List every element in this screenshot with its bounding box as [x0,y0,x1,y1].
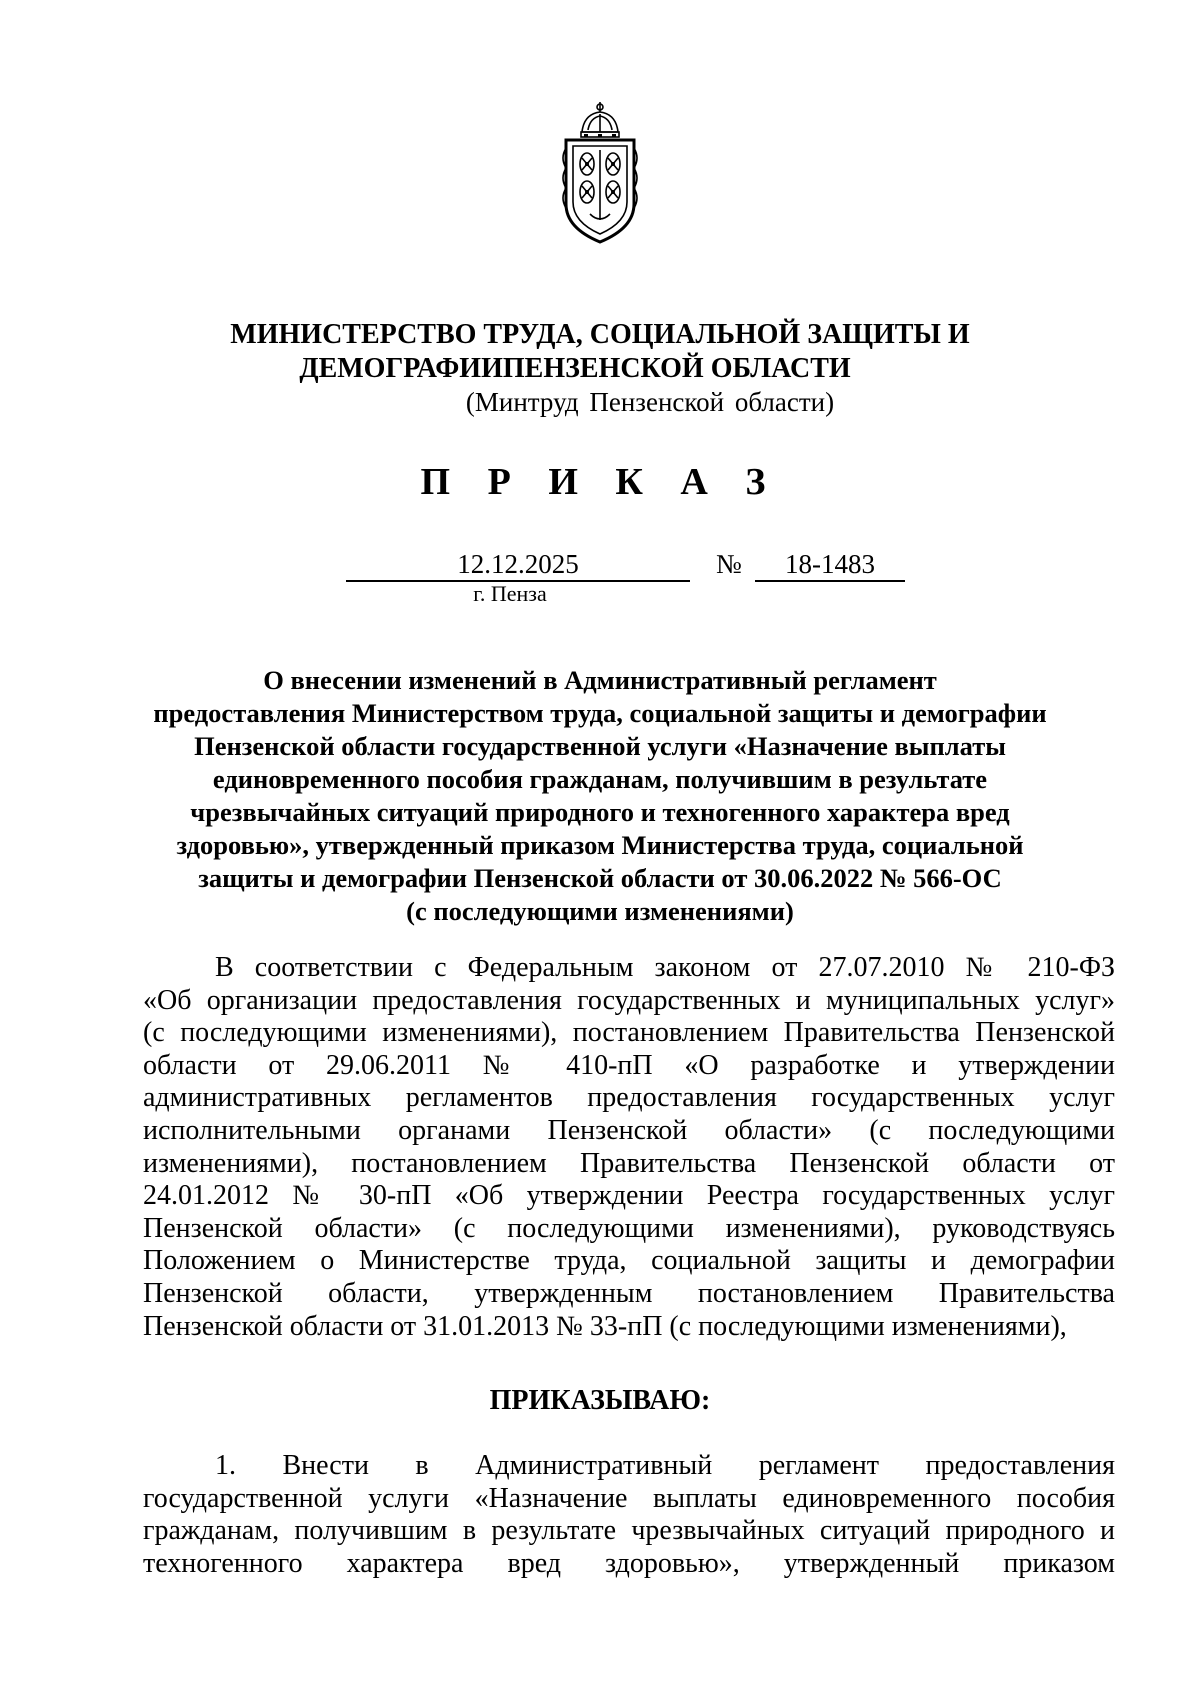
subject-line: Пензенской области государственной услуги «Назначение выплаты [194,731,1006,761]
preamble-line: области от 29.06.2011 № 410-пП «О разработке и утверждении [143,1049,1115,1081]
preamble-line: Положением о Министерстве труда, социальной защиты и демографии [143,1245,1115,1277]
document-type-title: П Р И К А З [420,461,780,503]
number-underline [755,580,905,582]
preamble-line: исполнительными органами Пензенской области» (с последующими [143,1114,1115,1146]
preamble-line: административных регламентов предоставления государственных услуг [143,1082,1115,1114]
order-date: 12.12.2025 [457,549,579,579]
subject-line: предоставления Министерством труда, социальной защиты и демографии [153,698,1047,728]
item-line: 1. Внести в Административный регламент предоставления [215,1450,1115,1481]
subject-line: защиты и демографии Пензенской области от 30.06.2022 № 566-ОС [198,863,1002,893]
preamble-line: 24.01.2012 № 30-пП «Об утверждении Реестра государственных услуг [143,1180,1115,1212]
subject-line: О внесении изменений в Административный регламент [263,665,937,695]
order-item-1 [143,1450,1115,1580]
subject-line: (с последующими изменениями) [406,896,794,926]
subject-line: чрезвычайных ситуаций природного и техногенного характера вред [190,797,1010,827]
number-sign: № [716,549,742,579]
order-directive-heading: ПРИКАЗЫВАЮ: [489,1385,711,1416]
preamble-line: изменениями), постановлением Правительства Пензенской области от [143,1147,1115,1179]
item-line: техногенного характера вред здоровью», утвержденный приказом [143,1547,1115,1579]
city-name: г. Пенза [473,581,547,606]
preamble-line: В соответствии с Федеральным законом от 27.07.2010 № 210-ФЗ [215,952,1115,983]
subject-line: единовременного пособия гражданам, получившим в результате [212,764,988,794]
subject-line: здоровью», утвержденный приказом Министерства труда, социальной [176,830,1024,860]
item-line: государственной услуги «Назначение выплаты единовременного пособия [143,1482,1115,1514]
preamble-paragraph [143,952,1115,1343]
order-number: 18-1483 [785,549,875,579]
preamble-line: Пензенской области» (с последующими изменениями), руководствуясь [143,1212,1115,1244]
ministry-name-line1: МИНИСТЕРСТВО ТРУДА, СОЦИАЛЬНОЙ ЗАЩИТЫ И [230,319,970,350]
ministry-name-line2: ДЕМОГРАФИИПЕНЗЕНСКОЙ ОБЛАСТИ [299,353,851,384]
preamble-line: Пензенской области от 31.01.2013 № 33-пП (с последующими изменениями), [143,1310,1067,1342]
order-subject [140,664,1060,928]
preamble-line: «Об организации предоставления государственных и муниципальных услуг» [143,984,1115,1016]
ministry-short-name: (Минтруд Пензенской области) [465,387,835,417]
coat-of-arms-emblem [560,100,640,248]
item-line: гражданам, получившим в результате чрезвычайных ситуаций природного и [143,1515,1115,1547]
preamble-line: Пензенской области, утвержденным постановлением Правительства [143,1277,1115,1309]
preamble-line: (с последующими изменениями), постановлением Правительства Пензенской [143,1017,1115,1049]
